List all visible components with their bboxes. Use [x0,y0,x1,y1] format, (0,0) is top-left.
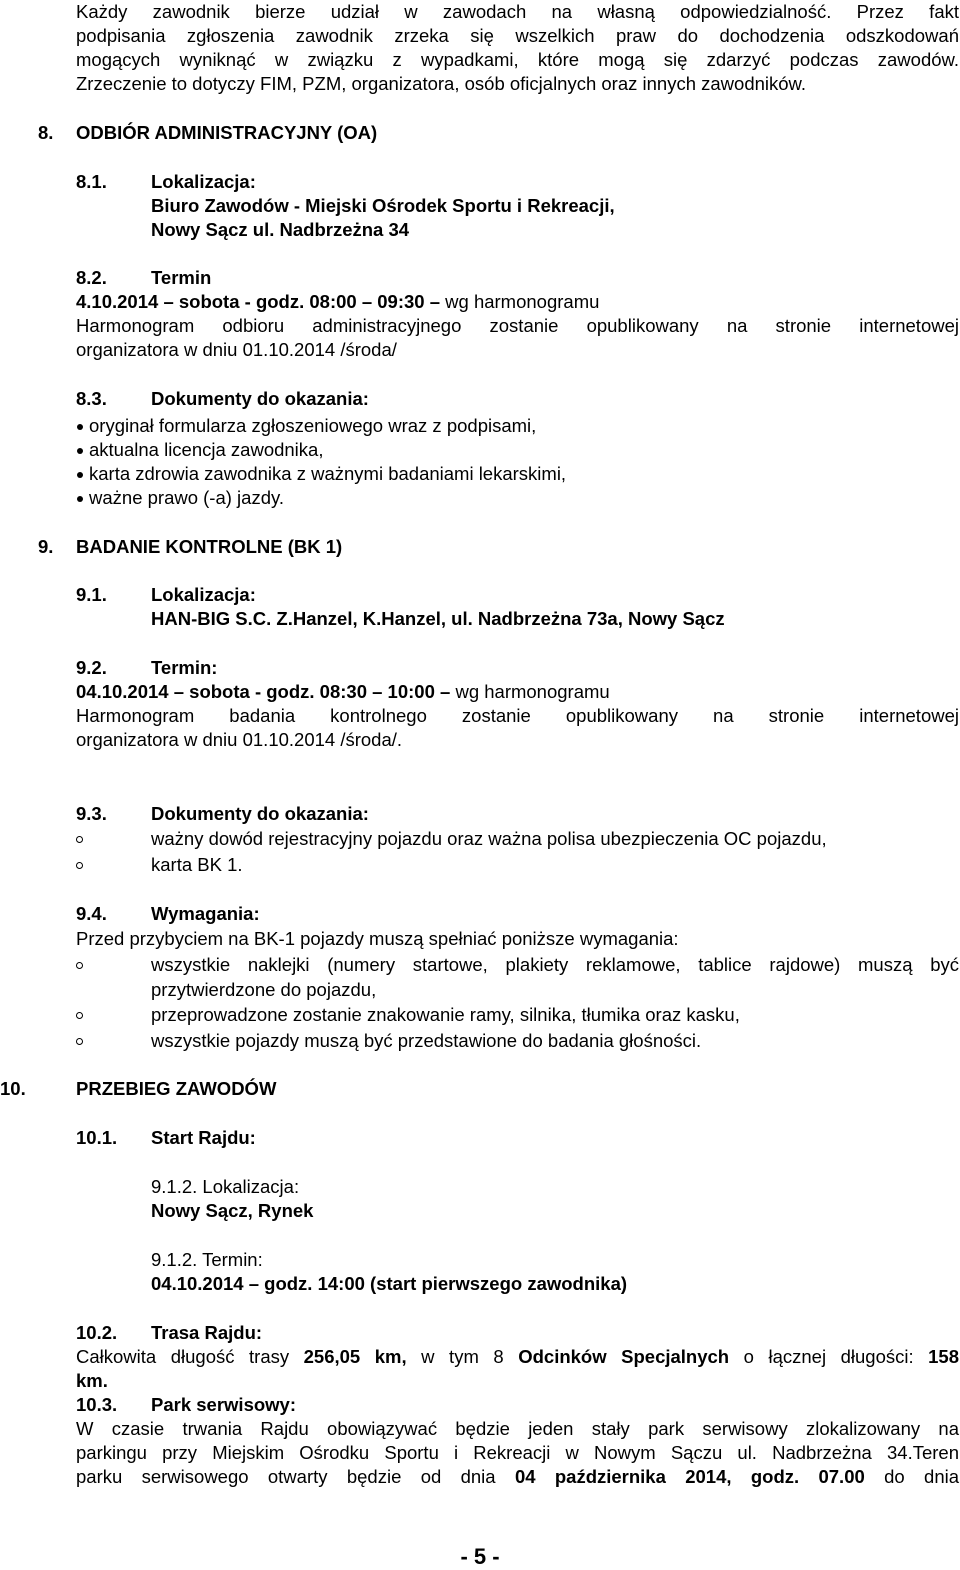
section-9-3-item: ważny dowód rejestracyjny pojazdu oraz ważna polisa ubezpieczenia OC pojazdu, [151,828,827,849]
section-10-2-label: Trasa Rajdu: [151,1322,263,1343]
bullet-icon [76,1038,83,1045]
section-8-2-date: 4.10.2014 – sobota - godz. 08:00 – 09:30 – wg harmonogramu [76,291,600,312]
section-9-4-number: 9.4. [76,903,107,924]
section-10-3-text-line-1: W czasie trwania Rajdu obowiązywać będzie jeden stały park serwisowy zlokalizowany na [76,1418,959,1439]
section-8-title: ODBIÓR ADMINISTRACYJNY (OA) [76,122,378,143]
section-8-2-number: 8.2. [76,267,107,288]
bullet-icon [76,1012,83,1019]
section-10-2-route-line-1: Całkowita długość trasy 256,05 km, w tym 8 Odcinków Specjalnych o łącznej długości: 158 [76,1346,960,1367]
section-9-2-note-line-2: organizatora w dniu 01.10.2014 /środa/. [76,729,403,750]
bullet-icon [77,472,83,478]
bullet-icon [76,836,83,843]
section-8-3-item: karta zdrowia zawodnika z ważnymi badaniami lekarskimi, [89,463,567,484]
bullet-icon [77,424,83,430]
section-10-2-route-line-2: km. [76,1370,108,1391]
intro-line-1: Każdy zawodnik bierze udział w zawodach na własną odpowiedzialność. Przez fakt [76,1,959,22]
section-10-1-location-value: Nowy Sącz, Rynek [151,1200,314,1221]
section-9-4-item-2: przeprowadzone zostanie znakowanie ramy, silnika, tłumika oraz kasku, [151,1004,740,1025]
section-9-number: 9. [38,536,54,557]
section-10-1-label: Start Rajdu: [151,1127,256,1148]
section-9-1-location: HAN-BIG S.C. Z.Hanzel, K.Hanzel, ul. Nadbrzeżna 73a, Nowy Sącz [151,608,725,629]
bullet-icon [77,496,83,502]
section-9-3-item: karta BK 1. [151,854,243,875]
section-10-3-label: Park serwisowy: [151,1394,296,1415]
section-8-3-number: 8.3. [76,388,107,409]
section-9-title: BADANIE KONTROLNE (BK 1) [76,536,343,557]
section-9-4-label: Wymagania: [151,903,260,924]
section-8-3-item: oryginał formularza zgłoszeniowego wraz z podpisami, [89,415,537,436]
bullet-icon [76,862,83,869]
section-10-number: 10. [0,1078,26,1099]
section-10-3-text-line-2: parkingu przy Miejskim Ośrodku Sportu i Rekreacji w Nowym Sączu ul. Nadbrzeżna 34.Teren [76,1442,959,1463]
page-number: - 5 - [460,1544,500,1569]
section-10-1-location-label: 9.1.2. Lokalizacja: [151,1176,300,1197]
bullet-icon [77,448,83,454]
section-10-1-number: 10.1. [76,1127,118,1148]
section-8-number: 8. [38,122,54,143]
section-10-2-number: 10.2. [76,1322,118,1343]
section-10-1-term-value: 04.10.2014 – godz. 14:00 (start pierwszego zawodnika) [151,1273,628,1294]
section-9-4-intro: Przed przybyciem na BK-1 pojazdy muszą spełniać poniższe wymagania: [76,928,679,949]
section-9-2-note-line-1: Harmonogram badania kontrolnego zostanie opublikowany na stronie internetowej [76,705,959,726]
section-8-2-note-line-1: Harmonogram odbioru administracyjnego zostanie opublikowany na stronie internetowej [76,315,959,336]
section-8-3-item: aktualna licencja zawodnika, [89,439,324,460]
section-9-3-number: 9.3. [76,803,107,824]
section-10-3-number: 10.3. [76,1394,118,1415]
section-9-4-item-1-line-2: przytwierdzone do pojazdu, [151,979,377,1000]
section-10-1-term-label: 9.1.2. Termin: [151,1249,263,1270]
section-8-3-label: Dokumenty do okazania: [151,388,369,409]
bullet-icon [76,962,83,969]
section-9-2-label: Termin: [151,657,218,678]
section-9-1-number: 9.1. [76,584,107,605]
section-8-2-label: Termin [151,267,212,288]
section-8-1-location-line-2: Nowy Sącz ul. Nadbrzeżna 34 [151,219,410,240]
section-9-3-label: Dokumenty do okazania: [151,803,369,824]
section-8-1-label: Lokalizacja: [151,171,256,192]
section-8-1-number: 8.1. [76,171,107,192]
intro-line-2: podpisania zgłoszenia zawodnik zrzeka się wszelkich praw do dochodzenia odszkodowań [76,25,959,46]
section-9-1-label: Lokalizacja: [151,584,256,605]
section-8-1-location-line-1: Biuro Zawodów - Miejski Ośrodek Sportu i Rekreacji, [151,195,615,216]
section-9-2-date: 04.10.2014 – sobota - godz. 08:30 – 10:00 – wg harmonogramu [76,681,610,702]
intro-line-4: Zrzeczenie to dotyczy FIM, PZM, organizatora, osób oficjalnych oraz innych zawodników. [76,73,807,94]
section-9-4-item-3: wszystkie pojazdy muszą być przedstawione do badania głośności. [151,1030,702,1051]
section-8-2-note-line-2: organizatora w dniu 01.10.2014 /środa/ [76,339,397,360]
section-9-2-number: 9.2. [76,657,107,678]
section-8-3-item: ważne prawo (-a) jazdy. [89,487,285,508]
section-10-title: PRZEBIEG ZAWODÓW [76,1078,277,1099]
section-9-4-item-1-line-1: wszystkie naklejki (numery startowe, plakiety reklamowe, tablice rajdowe) muszą być [151,954,959,975]
intro-line-3: mogących wyniknąć w związku z wypadkami, które mogą się zdarzyć podczas zawodów. [76,49,959,70]
section-10-3-text-line-3: parku serwisowego otwarty będzie od dnia 04 października 2014, godz. 07.00 do dnia [76,1466,960,1487]
